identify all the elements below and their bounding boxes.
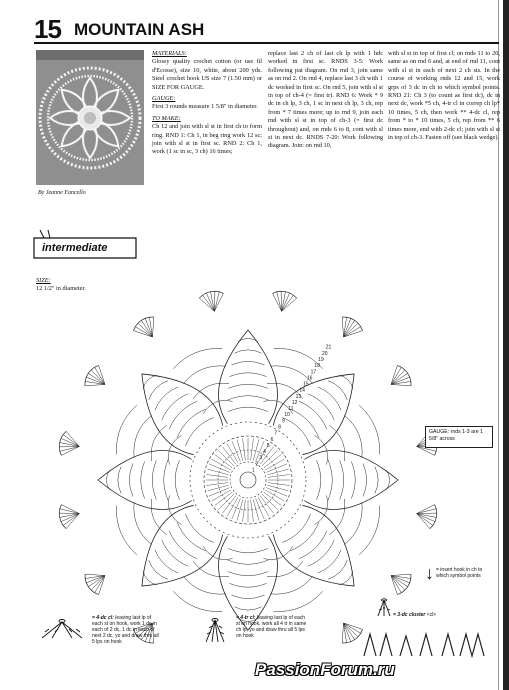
chain-loop (344, 502, 362, 545)
petal-row (228, 396, 269, 400)
page-header (34, 16, 499, 44)
petal-row (290, 409, 319, 438)
round-number: 16 (306, 375, 313, 382)
petal-row (228, 407, 268, 411)
skill-level-label: intermediate (42, 242, 108, 254)
to-make-heading: TO MAKE: (152, 114, 181, 122)
petal-row (328, 381, 347, 400)
petal-row (141, 461, 145, 498)
fan-stitch (61, 505, 79, 514)
round-number: 2 (255, 461, 259, 468)
round-number: 11 (288, 406, 294, 413)
fan-stitch (391, 384, 411, 385)
fan-stitch (214, 292, 219, 311)
petal-row (351, 461, 355, 498)
stitch-mark (267, 469, 288, 475)
center-ring (240, 472, 256, 488)
fan-stitch (85, 576, 105, 579)
fan-stitch (391, 381, 411, 384)
fan-stitch (273, 293, 282, 311)
petal-row (328, 460, 332, 501)
petal-row (155, 550, 178, 573)
chain-loop (183, 366, 226, 384)
round-number: 19 (318, 356, 324, 363)
round-number: 15 (303, 381, 309, 388)
round-number: 9 (281, 418, 285, 425)
legend-4-dc-text: leaving last lp of each st on hook, work 1 dc in each of 2 dc, 1 dc in each of next 2 dc, yo and draw thru all 5 lps on hook (92, 615, 159, 645)
round-number: 14 (299, 387, 305, 394)
fan-stitch (61, 446, 79, 455)
legend-4-tr-cluster (236, 615, 310, 639)
petal-row (316, 460, 320, 500)
petal-row (149, 560, 168, 579)
chain-loop (344, 415, 362, 458)
petal-row (318, 387, 341, 410)
fan-stitch (138, 323, 152, 337)
round-number: 18 (314, 363, 320, 370)
legend-4-tr-text: leaving last lp of each st on hook, work all 4 tr in same ch lp, yo and draw thru all 5 lps on hook (236, 615, 307, 639)
pattern-title: MOUNTAIN ASH (74, 20, 205, 39)
pattern-number: 15 (34, 14, 61, 44)
chain-loop (134, 415, 152, 458)
fan-stitch (391, 576, 401, 593)
size-text: 12 1/2" in diameter. (36, 285, 86, 292)
pineapple-petal (273, 505, 354, 586)
fan-stitch (391, 576, 411, 579)
petal-row (229, 583, 266, 587)
stitch-mark (266, 488, 286, 496)
petal-row (232, 595, 265, 599)
fan-stitch (99, 365, 105, 384)
chain-loop (134, 502, 152, 545)
round-number: 4 (263, 449, 266, 456)
petal-row (186, 418, 214, 446)
stitch-mark (232, 441, 240, 461)
petal-row (162, 540, 188, 566)
petal-row (162, 394, 188, 420)
petal-row (339, 375, 353, 389)
fan-stitch (344, 331, 363, 337)
4-tr-cluster-symbol-icon (200, 618, 230, 644)
fan-stitch (214, 293, 223, 311)
petal-row (299, 531, 327, 559)
stitch-mark (206, 475, 228, 478)
fan-stitch (342, 317, 343, 337)
petal-row (129, 464, 133, 497)
stitch-mark (268, 475, 290, 478)
fan-stitch (344, 623, 347, 643)
legend-4-tr-name: = 4-tr cl: (236, 615, 256, 621)
materials-heading: MATERIALS: (152, 50, 187, 57)
doily-photo-image (36, 50, 144, 185)
legend-4-dc-cluster (92, 615, 162, 645)
round-number: 1 (251, 467, 255, 474)
petal-row (282, 514, 310, 542)
petal-row (186, 514, 214, 542)
fan-stitch (417, 505, 435, 514)
round-number: 6 (270, 436, 274, 443)
stitch-mark (209, 464, 229, 472)
chain-loop (116, 405, 136, 454)
stitch-mark (218, 450, 234, 466)
fan-stitch (152, 317, 153, 337)
petal-row (232, 361, 265, 365)
instructions-column-3: with sl st in top of first cl; on rnds 11 to 20, same as on rnd 6 and, at end of rnd 11, cont with sl st in each of next 2 ch sts. In the course of working rnds 12 and 15, work grps of 3 dc in ch to which symbol points. RND 21: Ch 3 (to count as first dc), dc in next dc, work *5 ch, 4-tr cl in correp ch lp* 10 times, 5 ch, then work ** 4-dc cl, rep from * to * 10 times, 5 ch, rep from ** 6 times more, end with 2-dc cl; join with sl st in top of ch-3. Fasten off (see black wedge). (388, 50, 500, 142)
fan-stitch (391, 574, 411, 575)
fan-stitch (95, 367, 105, 384)
gauge-text: First 3 rounds measure 1 5/8" in diameter. (152, 103, 258, 111)
round-number: 13 (295, 393, 302, 400)
petal-row (308, 394, 334, 420)
stitch-mark (268, 483, 290, 486)
pineapple-petal (142, 505, 223, 586)
fan-stitch (344, 623, 358, 637)
petal-row (299, 401, 327, 429)
legend-3-dc-cluster (393, 612, 463, 618)
fan-stitch (91, 370, 105, 384)
stitch-mark (251, 438, 254, 460)
pineapple-petal (98, 451, 192, 510)
round-number: 7 (274, 430, 278, 437)
size-block (36, 277, 86, 293)
stitch-mark (218, 494, 234, 510)
stitch-mark (243, 438, 246, 460)
petal-row (363, 464, 367, 497)
fan-stitch (60, 446, 79, 451)
round-number: 12 (291, 399, 298, 406)
stitch-mark (207, 485, 228, 491)
3-dc-cluster-symbol-icon (375, 598, 393, 618)
stitch-mark (256, 498, 264, 518)
pineapple-petal (219, 330, 278, 424)
pineapple-petal (142, 374, 223, 455)
fan-stitch (99, 576, 105, 595)
petal-row (155, 387, 178, 410)
fan-stitch (342, 623, 343, 643)
instructions-column-2: replace last 2 ch of last ch lp with 1 hdc worked in first sc. RNDS 3-5: Work following pat diagram. On rnd 3, join same as on rnd 2. On rnd 4, replace last 3 ch with 1 dc worked in first sc. On rnd 5, join with sl st in top of ch-4 (= first tr). RND 6: Work * 9 dc in ch lp, 3 ch, 1 sc in next ch lp, 3 ch, rep from * 7 times more; up to rnd 9, join each rnd with sl st in top of ch-3 (= first dc throughout) and, on rnds 6 to 8, cont with sl st in next dc. RNDS 7-20: Work following diagram. Join: on rnd 10, (268, 50, 383, 150)
stitch-mark (267, 485, 288, 491)
fan-stitch (277, 292, 282, 311)
round-number: 5 (266, 442, 270, 449)
petal-row (328, 560, 347, 579)
petal-row (229, 373, 266, 377)
fan-stitch (133, 331, 152, 337)
petal-row (228, 548, 268, 552)
chain-loop (274, 591, 323, 611)
petal-row (164, 460, 168, 501)
instructions-column-1 (152, 50, 262, 160)
insert-arrow-icon: ↓ (425, 563, 434, 583)
petal-row (177, 409, 206, 438)
stitch-mark (253, 499, 259, 520)
gauge-heading: GAUGE: (152, 95, 176, 103)
materials-text: Glossy quality crochet cotton (or use fil d'Ecosse), size 10, white, about 200 yds. Steel crochet hook US size 7 (1.50 mm) or SIZE FOR GAUGE. (152, 58, 262, 91)
round-number: 3 (259, 455, 263, 462)
crochet-chart (30, 205, 509, 645)
petal-row (234, 607, 261, 610)
stitch-detail-illustration (360, 628, 500, 658)
fan-stitch (344, 317, 347, 337)
stitch-mark (237, 499, 243, 520)
skill-level-badge (30, 228, 140, 266)
petal-row (282, 418, 310, 446)
fan-stitch (344, 623, 361, 633)
chain-loop (116, 506, 136, 555)
gauge-box: GAUGE: rnds 1-3 are 1 5/8" across (425, 426, 493, 448)
fan-stitch (85, 574, 105, 575)
chain-loop (359, 506, 379, 555)
stitch-mark (253, 439, 259, 460)
petal-row (228, 384, 268, 388)
legend-3-dc-name: = 3-dc cluster (393, 612, 426, 618)
chain-loop (270, 576, 313, 594)
chain-loop (173, 591, 222, 611)
watermark: PassionForum.ru (255, 660, 395, 679)
round-number: 20 (321, 350, 328, 357)
chain-loop (183, 576, 226, 594)
fan-stitch (417, 509, 436, 514)
petal-row (228, 572, 268, 576)
petal-row (375, 466, 378, 493)
fan-stitch (85, 384, 105, 385)
chain-loop (359, 405, 379, 454)
fan-stitch (85, 381, 105, 384)
petal-row (152, 460, 156, 500)
stitch-mark (243, 500, 246, 522)
petal-row (169, 401, 197, 429)
petal-row (340, 460, 344, 500)
to-make-text: Ch 12 and join with sl st in first ch to form ring. RND 1: Ch 1, in beg ring work 12 sc; join with sl st in first sc. RND 2: Ch 1, work (1 sc in sc, 3 ch) 16 times; (152, 123, 262, 156)
fan-stitch (391, 365, 397, 384)
petal-row (339, 571, 353, 585)
petal-row (318, 550, 341, 573)
petal-row (118, 466, 121, 493)
fan-stitch (344, 323, 358, 337)
4-dc-cluster-symbol-icon (40, 618, 88, 640)
stitch-mark (237, 439, 243, 460)
fan-stitch (391, 370, 405, 384)
chain-loop (173, 348, 222, 368)
fan-stitch (391, 367, 401, 384)
round-ring (230, 462, 266, 498)
fan-stitch (391, 576, 397, 595)
round-number: 8 (278, 424, 281, 431)
petal-row (175, 460, 179, 500)
round-number: 10 (284, 412, 290, 419)
petal-row (149, 381, 168, 400)
petal-row (290, 522, 319, 551)
stitch-mark (207, 469, 228, 475)
fan-stitch (95, 576, 105, 593)
petal-row (234, 350, 261, 353)
stitch-mark (206, 483, 228, 486)
petal-row (177, 522, 206, 551)
insert-note: = insert hook in ch to which symbol points (436, 567, 483, 579)
stitch-mark (251, 500, 254, 522)
stitch-mark (262, 494, 278, 510)
doily-photo (36, 50, 144, 185)
legend-4-dc-name: = 4-dc cl: (92, 615, 114, 621)
fan-stitch (60, 509, 79, 514)
petal-row (169, 531, 197, 559)
round-number: 21 (325, 344, 332, 351)
petal-row (228, 560, 269, 564)
legend-3-dc-text: <cl> (426, 612, 437, 618)
round-number: 17 (310, 369, 317, 376)
pineapple-petal (304, 451, 398, 510)
fan-stitch (91, 576, 105, 590)
designer-credit: By Jeanne Fancello (38, 190, 86, 196)
fan-stitch (149, 317, 152, 337)
petal-row (143, 375, 157, 389)
fan-stitch (135, 327, 152, 337)
petal-row (308, 540, 334, 566)
petal-row (143, 571, 157, 585)
fan-stitch (391, 576, 405, 590)
size-heading: SIZE: (36, 277, 51, 284)
fan-stitch (344, 327, 361, 337)
